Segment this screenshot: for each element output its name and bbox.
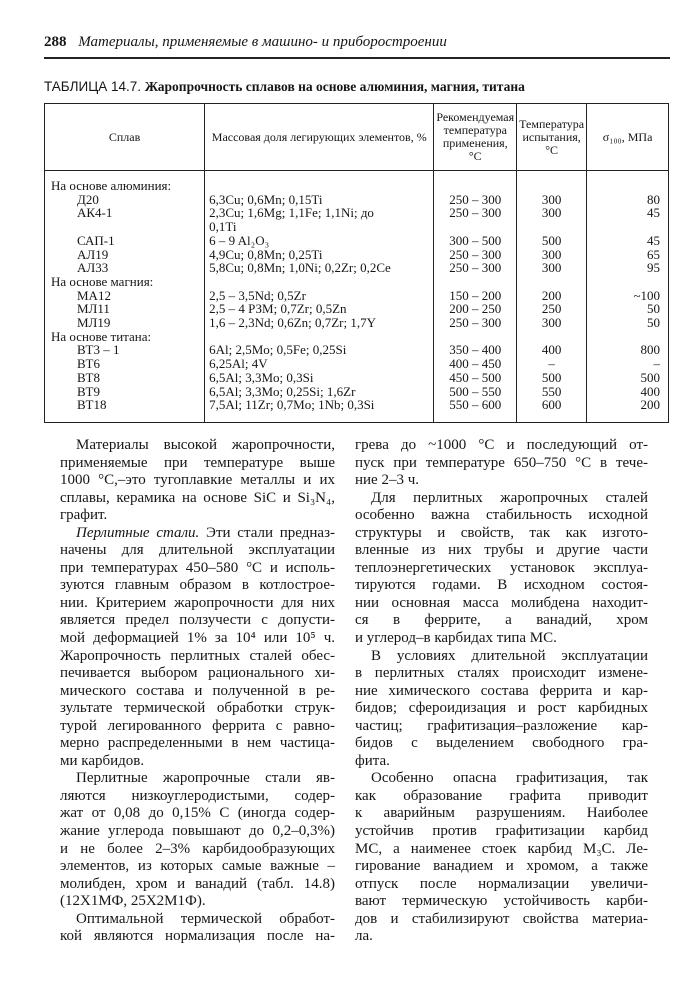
composition-cell: 6,25Al; 4V bbox=[205, 357, 434, 371]
text-line-content: и углерод–в карбидах типа МС. bbox=[355, 630, 557, 647]
text-line bbox=[355, 577, 648, 595]
text-line-content: бидов с выделением свободного гра- bbox=[355, 735, 648, 752]
table-group-row bbox=[45, 330, 669, 344]
alloy-cell: Д20 bbox=[45, 193, 205, 207]
test-temp-cell: 250 bbox=[517, 302, 587, 316]
text-line bbox=[60, 770, 335, 788]
text-line-content: ние химического состава феррита и кар- bbox=[355, 682, 648, 699]
text-line-content: устойчив против графитизации карбид bbox=[355, 823, 648, 840]
sigma-cell: 95 bbox=[587, 261, 669, 275]
alloy-cell: ВТ18 bbox=[45, 398, 205, 422]
text-line-content: является предел ползучести с допусти- bbox=[60, 612, 335, 629]
test-temp-cell: 200 bbox=[517, 289, 587, 303]
use-temp-cell: 450 – 500 bbox=[434, 371, 517, 385]
text-line bbox=[60, 823, 335, 841]
test-temp-cell bbox=[517, 220, 587, 234]
composition-cell: 7,5Al; 11Zr; 0,7Mo; 1Nb; 0,3Si bbox=[205, 398, 434, 422]
composition-cell: 6 – 9 Al₂O₃ bbox=[205, 234, 434, 248]
empty-cell bbox=[517, 330, 587, 344]
text-line bbox=[355, 665, 648, 683]
group-label: На основе титана: bbox=[45, 330, 205, 344]
text-line bbox=[60, 525, 335, 543]
text-line bbox=[355, 858, 648, 876]
text-line bbox=[60, 507, 335, 525]
group-label: На основе магния: bbox=[45, 275, 205, 289]
text-line bbox=[60, 648, 335, 666]
text-line-content: мерно распределенными в нем частица- bbox=[60, 735, 335, 752]
text-line bbox=[355, 735, 648, 753]
text-line-content: тируются годами. В исходном состоя- bbox=[355, 577, 648, 594]
text-line bbox=[60, 542, 335, 560]
text-line bbox=[60, 455, 335, 473]
text-line bbox=[60, 805, 335, 823]
text-line-content: вают термическую устойчивость карби- bbox=[355, 893, 648, 910]
table-row bbox=[45, 261, 669, 275]
text-line bbox=[60, 683, 335, 701]
use-temp-cell: 250 – 300 bbox=[434, 316, 517, 330]
table-caption bbox=[44, 79, 525, 95]
text-line bbox=[60, 560, 335, 578]
alloy-cell: ВТ9 bbox=[45, 385, 205, 399]
text-line-content: вленные из них трубы и другие части bbox=[355, 542, 648, 559]
text-line-content: ляются низкоуглеродистыми, содер- bbox=[60, 787, 335, 804]
test-temp-cell: 300 bbox=[517, 206, 587, 220]
empty-cell bbox=[205, 330, 434, 344]
empty-cell bbox=[434, 330, 517, 344]
text-line bbox=[60, 665, 335, 683]
sigma-cell: 800 bbox=[587, 343, 669, 357]
text-line bbox=[60, 577, 335, 595]
text-line-content: в перлитных сталях происходит измене- bbox=[355, 665, 648, 682]
alloy-cell: ВТ8 bbox=[45, 371, 205, 385]
text-line bbox=[355, 911, 648, 929]
table-row bbox=[45, 248, 669, 262]
text-line bbox=[355, 928, 648, 946]
test-temp-cell: 300 bbox=[517, 316, 587, 330]
text-column-left bbox=[60, 437, 335, 946]
composition-cell: 4,9Cu; 0,8Mn; 0,25Ti bbox=[205, 248, 434, 262]
text-line bbox=[355, 437, 648, 455]
empty-cell bbox=[517, 275, 587, 289]
alloy-cell: ВТ6 bbox=[45, 357, 205, 371]
use-temp-cell: 300 – 500 bbox=[434, 234, 517, 248]
composition-cell: 6,3Cu; 0,6Mn; 0,15Ti bbox=[205, 193, 434, 207]
italic-heading: Перлитные стали. bbox=[76, 524, 200, 541]
text-line bbox=[355, 525, 648, 543]
empty-cell bbox=[517, 171, 587, 193]
text-line bbox=[355, 753, 648, 771]
sigma-cell: – bbox=[587, 357, 669, 371]
text-line bbox=[355, 455, 648, 473]
text-line-content: зуются главным образом в котлострое- bbox=[60, 577, 335, 594]
text-line bbox=[60, 735, 335, 753]
text-line bbox=[60, 788, 335, 806]
table-row bbox=[45, 316, 669, 330]
text-line-content: зультате термической обработки струк- bbox=[60, 700, 335, 717]
use-temp-cell: 250 – 300 bbox=[434, 206, 517, 220]
empty-cell bbox=[205, 275, 434, 289]
text-line-content: Оптимальной термической обработ- bbox=[76, 910, 335, 927]
text-line-content: как образование графита приводит bbox=[355, 787, 648, 804]
text-line-content: (12Х1МФ, 25Х2М1Ф). bbox=[60, 893, 206, 910]
composition-cell: 6Al; 2,5Mo; 0,5Fe; 0,25Si bbox=[205, 343, 434, 357]
text-line-content: гирование ванадием и хромом, а также bbox=[355, 858, 648, 875]
text-line-content: Для перлитных жаропрочных сталей bbox=[371, 489, 648, 506]
text-line-content: Материалы высокой жаропрочности, bbox=[76, 437, 335, 453]
running-header bbox=[44, 34, 670, 51]
header-test-temp: Температура испытания, °С bbox=[517, 104, 587, 171]
text-line bbox=[355, 700, 648, 718]
use-temp-cell: 250 – 300 bbox=[434, 261, 517, 275]
text-line bbox=[355, 630, 648, 648]
text-line-content: молибден, хром и ванадий (табл. 14.8) bbox=[60, 875, 335, 892]
text-line-content: отпуск после нормализации увеличи- bbox=[355, 875, 648, 892]
text-line bbox=[60, 841, 335, 859]
text-line-content: при температурах 450–580 °C и исполь- bbox=[60, 559, 335, 576]
text-line bbox=[355, 683, 648, 701]
table-row bbox=[45, 398, 669, 422]
text-line bbox=[355, 612, 648, 630]
text-line bbox=[60, 753, 335, 771]
table-row bbox=[45, 206, 669, 220]
composition-cell: 6,5Al; 3,3Mo; 0,25Si; 1,6Zr bbox=[205, 385, 434, 399]
text-line-content: частиц; графитизация–разложение кар- bbox=[355, 717, 648, 734]
alloy-cell: МА12 bbox=[45, 289, 205, 303]
sigma-cell: 65 bbox=[587, 248, 669, 262]
text-line bbox=[355, 560, 648, 578]
header-rule bbox=[44, 57, 670, 59]
test-temp-cell: 300 bbox=[517, 261, 587, 275]
text-line-content: Особенно опасна графитизация, так bbox=[371, 770, 648, 787]
composition-cell: 5,8Cu; 0,8Mn; 1,0Ni; 0,2Zr; 0,2Ce bbox=[205, 261, 434, 275]
table-row bbox=[45, 193, 669, 207]
header-use-temp: Рекомендуемая температура применения, °С bbox=[434, 104, 517, 171]
text-line-content: В условиях длительной эксплуатации bbox=[371, 647, 648, 664]
text-line-content: пуск при температуре 650–750 °C в тече- bbox=[355, 454, 648, 471]
empty-cell bbox=[587, 171, 669, 193]
text-line bbox=[60, 858, 335, 876]
use-temp-cell: 200 – 250 bbox=[434, 302, 517, 316]
text-line-content: дов и стабилизируют свойства материа- bbox=[355, 910, 648, 927]
text-line bbox=[60, 490, 335, 508]
text-line-content: нии. Критерием жаропрочности для них bbox=[60, 594, 335, 611]
alloy-cell: АЛ19 bbox=[45, 248, 205, 262]
running-title: Материалы, применяемые в машино- и приборостроении bbox=[78, 34, 447, 50]
table-row bbox=[45, 357, 669, 371]
test-temp-cell: 600 bbox=[517, 398, 587, 422]
text-line bbox=[355, 507, 648, 525]
text-line bbox=[355, 893, 648, 911]
text-line bbox=[355, 648, 648, 666]
text-line-content: элементов, из которых самые важные – bbox=[60, 858, 335, 875]
group-label: На основе алюминия: bbox=[45, 171, 205, 193]
test-temp-cell: 550 bbox=[517, 385, 587, 399]
composition-cell: 6,5Al; 3,3Mo; 0,3Si bbox=[205, 371, 434, 385]
use-temp-cell: 150 – 200 bbox=[434, 289, 517, 303]
composition-cell: 1,6 – 2,3Nd; 0,6Zn; 0,7Zr; 1,7Y bbox=[205, 316, 434, 330]
alloy-cell: АЛ33 bbox=[45, 261, 205, 275]
use-temp-cell: 350 – 400 bbox=[434, 343, 517, 357]
test-temp-cell: 300 bbox=[517, 248, 587, 262]
text-line bbox=[60, 612, 335, 630]
table-header-row bbox=[45, 104, 669, 171]
header-composition: Массовая доля легирующих элементов, % bbox=[205, 104, 434, 171]
test-temp-cell: 300 bbox=[517, 193, 587, 207]
text-line-content: графит. bbox=[60, 507, 108, 524]
text-line-content: Перлитные жаропрочные стали яв- bbox=[76, 770, 335, 787]
table-row bbox=[45, 289, 669, 303]
use-temp-cell: 400 – 450 bbox=[434, 357, 517, 371]
text-line-content: начены для длительной эксплуатации bbox=[60, 542, 335, 559]
header-sigma: σ₁₀₀, МПа bbox=[587, 104, 669, 171]
sigma-cell: 50 bbox=[587, 302, 669, 316]
text-line-content: бидов; сфероидизация и рост карбидных bbox=[355, 700, 648, 717]
text-line bbox=[60, 700, 335, 718]
alloy-table bbox=[44, 103, 669, 423]
test-temp-cell: – bbox=[517, 357, 587, 371]
table-row bbox=[45, 234, 669, 248]
alloy-cell bbox=[45, 220, 205, 234]
text-line bbox=[60, 876, 335, 894]
table-title: Жаропрочность сплавов на основе алюминия, магния, титана bbox=[144, 79, 525, 94]
text-line-content: кой являются нормализация после на- bbox=[60, 928, 335, 945]
sigma-cell: 45 bbox=[587, 206, 669, 220]
text-line bbox=[60, 718, 335, 736]
sigma-cell: 200 bbox=[587, 398, 669, 422]
text-line-content: мического состава и полученной в ре- bbox=[60, 682, 335, 699]
table-row bbox=[45, 343, 669, 357]
text-line-content: жат от 0,08 до 0,15% C (иногда содер- bbox=[60, 805, 335, 822]
composition-cell: 0,1Ti bbox=[205, 220, 434, 234]
text-line-content: Эти стали предназ- bbox=[199, 524, 335, 541]
text-line-content: турой легированного феррита с равно- bbox=[60, 717, 335, 734]
text-line-content: особенно важна стабильность исходной bbox=[355, 507, 648, 524]
empty-cell bbox=[587, 330, 669, 344]
text-line bbox=[355, 805, 648, 823]
text-line-content: печивается выбором рационального хи- bbox=[60, 665, 335, 682]
text-line bbox=[355, 595, 648, 613]
text-line-content: нии основная масса молибдена находит- bbox=[355, 594, 648, 611]
text-line bbox=[355, 718, 648, 736]
text-column-right bbox=[355, 437, 648, 946]
sigma-cell: 80 bbox=[587, 193, 669, 207]
alloy-cell: АК4-1 bbox=[45, 206, 205, 220]
table-row bbox=[45, 302, 669, 316]
text-line-content: мой деформацией 1% за 10⁴ или 10⁵ ч. bbox=[60, 630, 335, 647]
table-row bbox=[45, 220, 669, 234]
sigma-cell: ~100 bbox=[587, 289, 669, 303]
alloy-cell: МЛ11 bbox=[45, 302, 205, 316]
text-line bbox=[355, 490, 648, 508]
composition-cell: 2,5 – 3,5Nd; 0,5Zr bbox=[205, 289, 434, 303]
use-temp-cell: 250 – 300 bbox=[434, 193, 517, 207]
text-line bbox=[355, 472, 648, 490]
header-alloy: Сплав bbox=[45, 104, 205, 171]
composition-cell: 2,3Cu; 1,6Mg; 1,1Fe; 1,1Ni; до bbox=[205, 206, 434, 220]
text-line bbox=[60, 911, 335, 929]
test-temp-cell: 400 bbox=[517, 343, 587, 357]
empty-cell bbox=[434, 275, 517, 289]
sigma-cell: 45 bbox=[587, 234, 669, 248]
text-line-content: ся в феррите, а ванадий, хром bbox=[355, 612, 648, 629]
table-row bbox=[45, 371, 669, 385]
text-line-content: применяемые при температуре выше bbox=[60, 454, 335, 471]
text-line bbox=[60, 595, 335, 613]
sigma-cell: 50 bbox=[587, 316, 669, 330]
text-line-content: и не более 2–3% карбидообразующих bbox=[60, 840, 335, 857]
composition-cell: 2,5 – 4 РЗМ; 0,7Zr; 0,5Zn bbox=[205, 302, 434, 316]
text-line-content: ние 2–3 ч. bbox=[355, 472, 420, 489]
sigma-cell bbox=[587, 220, 669, 234]
text-line-content: ла. bbox=[355, 928, 373, 945]
text-line bbox=[355, 770, 648, 788]
alloy-cell: САП-1 bbox=[45, 234, 205, 248]
text-line-content: МС, а наименее стоек карбид М₃С. Ле- bbox=[355, 840, 648, 857]
text-line bbox=[60, 472, 335, 490]
empty-cell bbox=[205, 171, 434, 193]
text-line bbox=[355, 823, 648, 841]
sigma-cell: 500 bbox=[587, 371, 669, 385]
table-group-row bbox=[45, 275, 669, 289]
test-temp-cell: 500 bbox=[517, 371, 587, 385]
text-line-content: 1000 °C,–это тугоплавкие металлы и их bbox=[60, 472, 335, 489]
text-line bbox=[355, 788, 648, 806]
text-line-content: теплоэнергетических установок эксплуа- bbox=[355, 559, 648, 576]
table-row bbox=[45, 385, 669, 399]
text-line-content: Жаропрочность перлитных сталей обес- bbox=[60, 647, 335, 664]
text-line bbox=[355, 542, 648, 560]
alloy-cell: МЛ19 bbox=[45, 316, 205, 330]
test-temp-cell: 500 bbox=[517, 234, 587, 248]
table-label: ТАБЛИЦА 14.7. bbox=[44, 79, 141, 94]
alloy-cell: ВТ3 – 1 bbox=[45, 343, 205, 357]
sigma-cell: 400 bbox=[587, 385, 669, 399]
use-temp-cell: 250 – 300 bbox=[434, 248, 517, 262]
text-line-content: к аварийным разрушениям. Наиболее bbox=[355, 805, 648, 822]
empty-cell bbox=[434, 171, 517, 193]
text-line bbox=[60, 437, 335, 455]
text-line-content: сплавы, керамика на основе SiC и Si₃N₄, bbox=[60, 489, 335, 506]
text-line-content: фита. bbox=[355, 752, 390, 769]
text-line-content: ми карбидов. bbox=[60, 752, 145, 769]
use-temp-cell: 550 – 600 bbox=[434, 398, 517, 422]
text-line bbox=[355, 841, 648, 859]
text-line bbox=[60, 630, 335, 648]
text-line bbox=[355, 876, 648, 894]
text-line-content: грева до ~1000 °C и последующий от- bbox=[355, 437, 648, 453]
use-temp-cell: 500 – 550 bbox=[434, 385, 517, 399]
text-line-content: жание углерода повышают до 0,2–0,3%) bbox=[60, 823, 335, 840]
table-group-row bbox=[45, 171, 669, 193]
text-line-content: структуры и свойств, так как изгото- bbox=[355, 524, 648, 541]
use-temp-cell bbox=[434, 220, 517, 234]
text-line bbox=[60, 928, 335, 946]
empty-cell bbox=[587, 275, 669, 289]
page-number: 288 bbox=[44, 34, 67, 50]
text-line bbox=[60, 893, 335, 911]
